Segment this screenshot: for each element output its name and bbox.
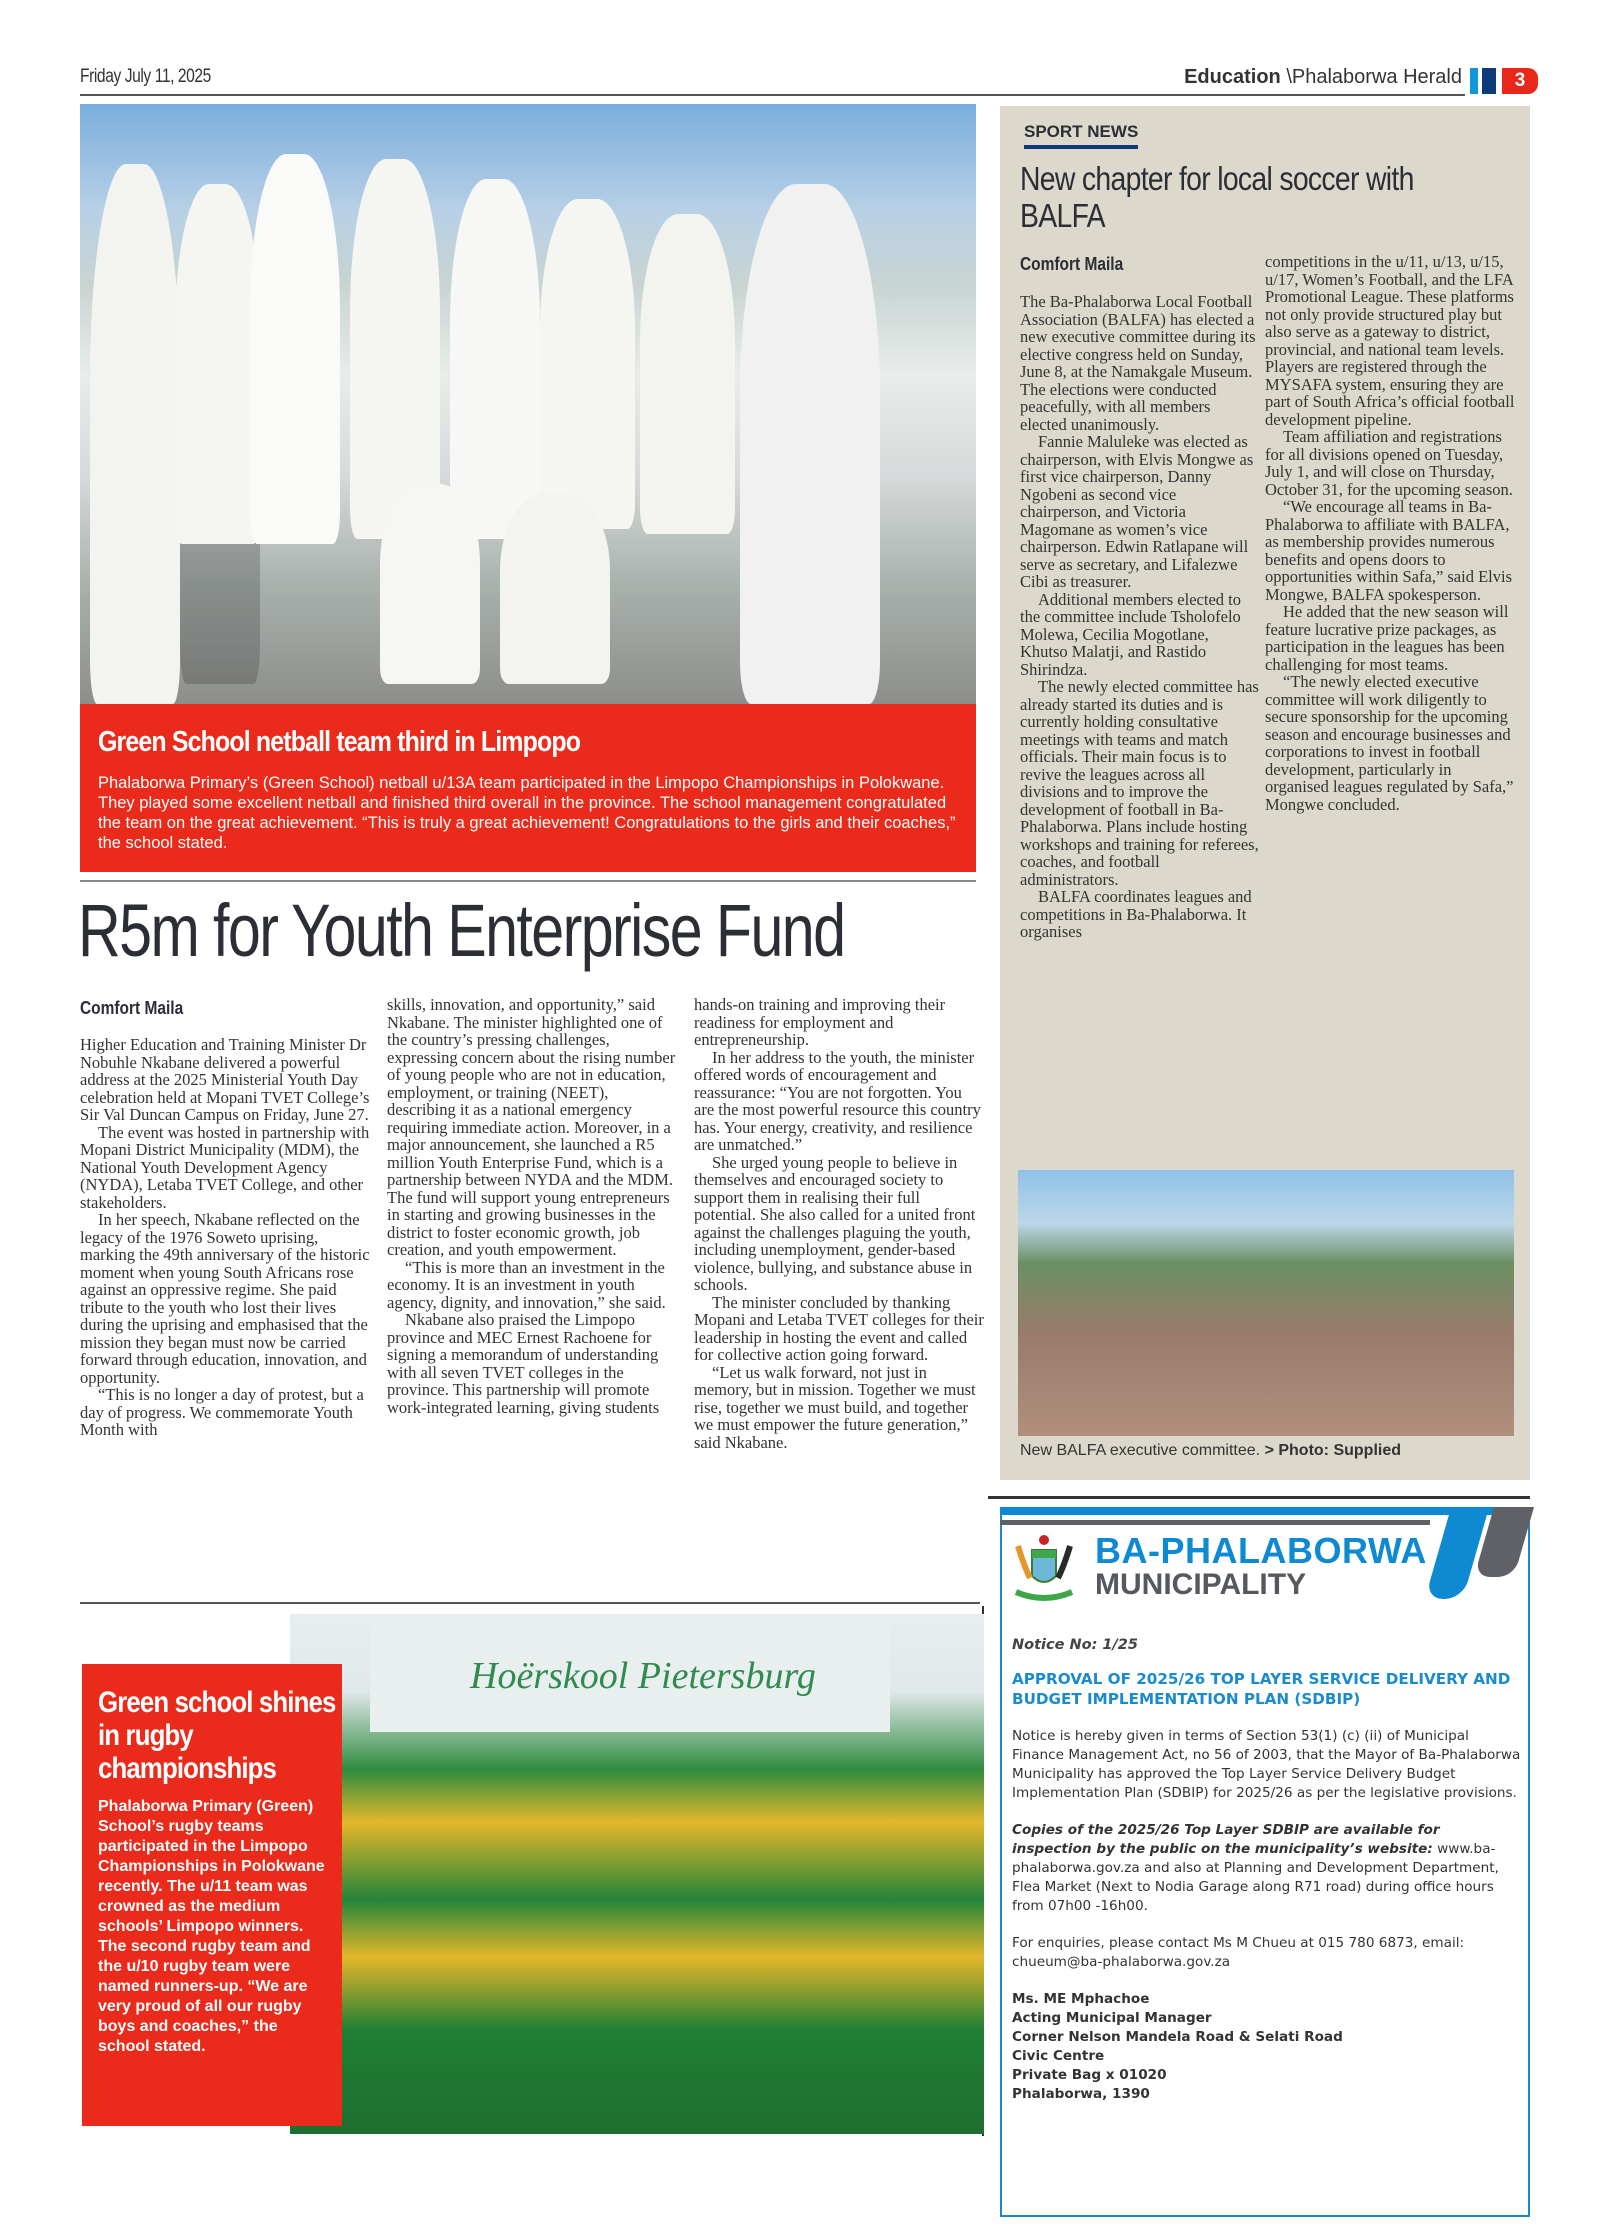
- signature-address-2: Civic Centre: [1012, 2048, 1105, 2064]
- paragraph: The event was hosted in partnership with Mopani District Municipality (MDM), the National Youth Development Agency (NYDA), Letaba TVET College, and other stakeholders.: [80, 1122, 370, 1212]
- paragraph: skills, innovation, and opportunity,” said Nkabane. The minister highlighted one of the country’s pressing challenges, expressing concern about the rising number of young people who are not in education, employment, or training (NEET), describing it as a national emergency requiring immediate action. Moreover, in a major announcement, she launched a R5 million Youth Enterprise Fund, which is a partnership between NYDA and the MDM. The fund will support young entrepreneurs in starting and growing businesses in the district to foster economic growth, job creation, and youth empowerment.: [387, 995, 676, 1259]
- balfa-photo-caption: [1020, 1442, 1401, 1460]
- paragraph: “The newly elected executive committee will work diligently to secure sponsorship for the upcoming season and encourage businesses and corporations to invest in football development, particularly in organised leagues regulated by Safa,” Mongwe concluded.: [1265, 672, 1514, 814]
- section-separator: \: [1286, 66, 1292, 88]
- notice-number: Notice No: 1/25: [1012, 1637, 1138, 1653]
- notice-paragraph: Notice is hereby given in terms of Section 53(1) (c) (ii) of Municipal Finance Management Act, no 56 of 2003, that the Mayor of Ba-Phalaborwa Municipality has approved the Top Layer Service Delivery Budget Implementation Plan (SDBIP) for 2025/26 as per the legislative provisions.: [1012, 1728, 1521, 1801]
- sport-column-1: [1020, 293, 1260, 941]
- coat-of-arms-icon: [1012, 1530, 1076, 1608]
- signature-address-4: Phalaborwa, 1390: [1012, 2086, 1150, 2102]
- youth-fund-byline: Comfort Maila: [80, 998, 184, 1018]
- paragraph: The newly elected committee has already started its duties and is currently holding consultative meetings with teams and match officials. Their main focus is to revive the leagues across all divisions and to improve the development of football in Ba-Phalaborwa. Plans include hosting workshops and training for referees, coaches, and football administrators.: [1020, 677, 1259, 889]
- copies-details: www.ba-phalaborwa.gov.za and also at Planning and Development Department, Flea Market (Next to Nodia Garage along R71 road) during office hours from 07h00 -16h00.: [1012, 1841, 1499, 1914]
- notice-enquiries: For enquiries, please contact Ms M Chueu at 015 780 6873, email: chueum@ba-phalaborwa.gov.za: [1012, 1935, 1465, 1970]
- paragraph: Higher Education and Training Minister Dr Nobuhle Nkabane delivered a powerful address at the 2025 Ministerial Youth Day celebration held at Mopani TVET College’s Sir Val Duncan Campus on Friday, June 27.: [80, 1035, 370, 1124]
- netball-team-photo: [80, 104, 976, 704]
- paragraph: Nkabane also praised the Limpopo province and MEC Ernest Rachoene for signing a memorandum of understanding with all seven TVET colleges in the province. This partnership will promote work-integrated learning, giving students: [387, 1310, 660, 1417]
- paragraph: competitions in the u/11, u/13, u/15, u/17, Women’s Football, and the LFA Promotional League. These platforms not only provide structured play but also serve as a gateway to district, provincial, and national team levels. Players are registered through the MYSAFA system, ensuring they are part of South Africa’s official football development pipeline.: [1265, 252, 1515, 429]
- paragraph: The minister concluded by thanking Mopani and Letaba TVET colleges for their leadership in hosting the event and called for collective action going forward.: [694, 1292, 984, 1364]
- rugby-title: Green school shines in rugby championships: [98, 1686, 336, 1785]
- municipality-subtitle: MUNICIPALITY: [1095, 1568, 1307, 1601]
- banner-text: Hoërskool Pietersburg: [470, 1655, 816, 1697]
- municipality-name: BA-PHALABORWA: [1095, 1530, 1427, 1571]
- signature-address-1: Corner Nelson Mandela Road & Selati Road: [1012, 2029, 1343, 2045]
- paragraph: Team affiliation and registrations for all divisions opened on Tuesday, July 1, and will close on Thursday, October 31, for the upcoming season.: [1265, 427, 1513, 499]
- sport-column-2: [1265, 253, 1515, 813]
- caption-text: New BALFA executive committee.: [1020, 1442, 1261, 1459]
- rugby-team-photo: [290, 1614, 984, 2134]
- rugby-caption-text: Phalaborwa Primary (Green) School’s rugby teams participated in the Limpopo Championships in Polokwane recently. The u/11 team was crowned as the medium schools’ Limpopo winners. The second rugby team and the u/10 rugby team were named runners-up. “We are very proud of all our rugby boys and coaches,” the school stated.: [98, 1798, 325, 2055]
- notice-title: APPROVAL OF 2025/26 TOP LAYER SERVICE DELIVERY AND BUDGET IMPLEMENTATION PLAN (SDBIP): [1012, 1670, 1511, 1708]
- paragraph: Fannie Maluleke was elected as chairperson, with Elvis Mongwe as first vice chairperson, Danny Ngobeni as second vice chairperson, and Victoria Magomane as women’s vice chairperson. Edwin Ratlapane will serve as secretary, and Lifalezwe Cibi as treasurer.: [1020, 432, 1254, 591]
- netball-caption-box: [80, 704, 976, 872]
- section-divider: [80, 880, 976, 882]
- photo-credit: > Photo: Supplied: [1264, 1442, 1401, 1459]
- paragraph: “Let us walk forward, not just in memory, but in mission. Together we must rise, together we must build, and together we must empower the future generation,” said Nkabane.: [694, 1362, 976, 1452]
- paragraph: She urged young people to believe in themselves and encouraged society to support them in realising their full potential. She also called for a united front against the challenges plaguing the youth, including unemployment, gender-based violence, bullying, and substance abuse in schools.: [694, 1152, 976, 1294]
- paragraph: In her speech, Nkabane reflected on the legacy of the 1976 Soweto uprising, marking the 49th anniversary of the historic moment when young South Africans rose against an oppressive regime. She paid tribute to the youth who lost their lives during the uprising and emphasised that the mission they began must now be carried forward through education, innovation, and opportunity.: [80, 1210, 370, 1387]
- youth-fund-column-3: [694, 996, 984, 1451]
- sport-headline: New chapter for local soccer with BALFA: [1020, 160, 1414, 234]
- sport-news-kicker: SPORT NEWS: [1024, 122, 1138, 149]
- paragraph: BALFA coordinates leagues and competitions in Ba-Phalaborwa. It organises: [1020, 887, 1252, 941]
- paragraph: “We encourage all teams in Ba-Phalaborwa to affiliate with BALFA, as membership provides numerous benefits and opens doors to opportunities within Safa,” said Elvis Mongwe, BALFA spokesperson.: [1265, 497, 1513, 604]
- netball-caption-text: Phalaborwa Primary’s (Green School) netball u/13A team participated in the Limpopo Championships in Polokwane. They played some excellent netball and finished third overall in the province. The school management congratulated the team on the great achievement. “This is truly a great achievement! Congratulations to the girls and their coaches,” the school stated.: [98, 774, 956, 852]
- sport-byline: Comfort Maila: [1020, 254, 1124, 274]
- header-rule: [80, 94, 1465, 96]
- signature-address-3: Private Bag x 01020: [1012, 2067, 1167, 2083]
- paragraph: hands-on training and improving their readiness for employment and entrepreneurship.: [694, 995, 946, 1049]
- netball-title: Green School netball team third in Limpopo: [98, 726, 581, 758]
- issue-date: Friday July 11, 2025: [80, 66, 211, 87]
- copies-emphasis: Copies of the 2025/26 Top Layer SDBIP are available for inspection by the public on the municipality’s website:: [1012, 1822, 1440, 1857]
- paragraph: In her address to the youth, the minister offered words of encouragement and reassurance: “You are not forgotten. You are the most powerful resource this country has. Your energy, creativity, and resilience are unmatched.”: [694, 1047, 981, 1154]
- signature-name: Ms. ME Mphachoe: [1012, 1991, 1150, 2007]
- section-divider: [80, 1602, 980, 1604]
- signature-title: Acting Municipal Manager: [1012, 2010, 1212, 2026]
- notice-copies: [1012, 1821, 1522, 1916]
- notice-top-rule: [988, 1496, 1530, 1499]
- paragraph: “This is no longer a day of protest, but a day of progress. We commemorate Youth Month with: [80, 1385, 364, 1439]
- publication-name: Phalaborwa Herald: [1291, 66, 1462, 88]
- brand-bars-icon: [1470, 68, 1496, 94]
- notice-body: [1012, 1636, 1522, 2104]
- notice-grey-bar: [1000, 1520, 1430, 1525]
- paragraph: He added that the new season will feature lucrative prize packages, as participation in the leagues has been challenging for most teams.: [1265, 602, 1509, 674]
- page-number: 3: [1502, 68, 1538, 94]
- youth-fund-headline: R5m for Youth Enterprise Fund: [78, 889, 845, 972]
- paragraph: Additional members elected to the committee include Tsholofelo Molewa, Cecilia Mogotlane, Khutso Malatji, and Rastido Shirindza.: [1020, 589, 1241, 679]
- balfa-committee-photo: [1018, 1170, 1514, 1436]
- youth-fund-column-2: [387, 996, 677, 1416]
- section-label: [1184, 66, 1462, 89]
- paragraph: “This is more than an investment in the economy. It is an investment in youth agency, dignity, and innovation,” she said.: [387, 1257, 666, 1312]
- youth-fund-column-1: [80, 1036, 370, 1439]
- rugby-caption-box: [82, 1664, 342, 2126]
- section-name: Education: [1184, 66, 1281, 88]
- paragraph: The Ba-Phalaborwa Local Football Association (BALFA) has elected a new executive committee during its elective congress held on Sunday, June 8, at the Namakgale Museum. The elections were conducted peacefully, with all members elected unanimously.: [1020, 292, 1256, 434]
